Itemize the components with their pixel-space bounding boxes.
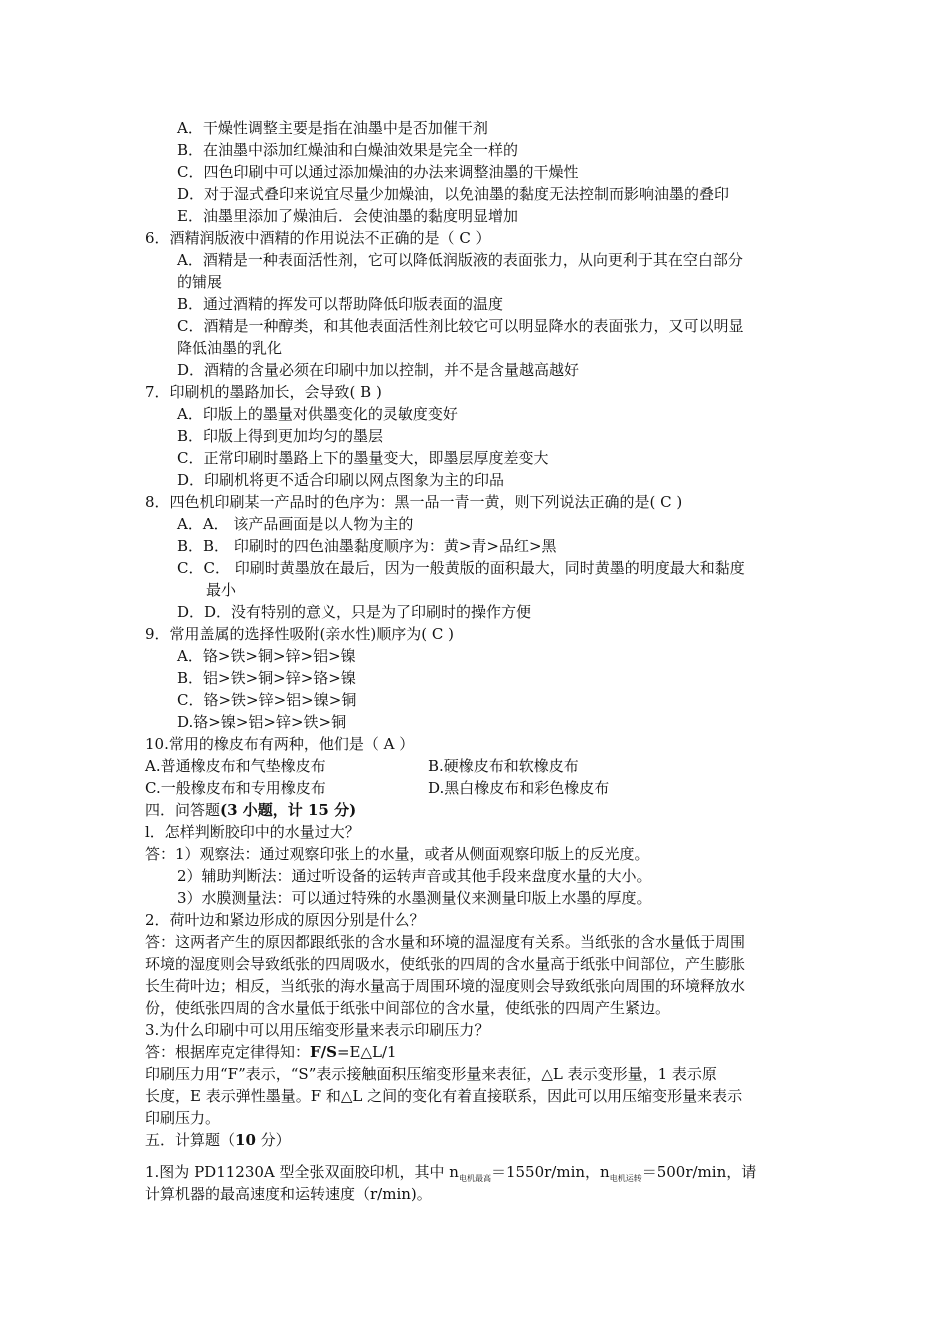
- qa3-formula-bold: F/S: [310, 1043, 337, 1061]
- qa3-question: 3.为什么印刷中可以用压缩变形量来表示印刷压力？: [145, 1021, 490, 1039]
- qa1-question: l．怎样判断胶印中的水量过大？: [145, 823, 360, 841]
- q7-option-c: C．正常印刷时墨路上下的墨量变大，即墨层厚度差变大: [177, 449, 549, 467]
- qa2-question: 2．荷叶边和紧边形成的原因分别是什么？: [145, 911, 425, 929]
- section5-heading-score: 10: [235, 1131, 256, 1149]
- qa1-answer-line3: 3）水膜测量法：可以通过特殊的水墨测量仪来测量印版上水墨的厚度。: [177, 889, 652, 907]
- q10-option-d: D.黑白橡皮布和彩色橡皮布: [428, 779, 610, 797]
- qa1-answer-line1: 答：1）观察法：通过观察印张上的水量，或者从侧面观察印版上的反光度。: [145, 845, 650, 863]
- q9-option-a: A．铬>铁>铜>锌>铝>镍: [177, 647, 356, 665]
- q6-option-a-line2: 的铺展: [177, 273, 223, 291]
- qa3-answer-line2: 长度，E 表示弹性墨量。F 和△L 之间的变化有着直接联系，因此可以用压缩变形量来表示: [145, 1087, 743, 1105]
- q7-option-b: B．印版上得到更加均匀的墨层: [177, 427, 384, 445]
- q6-option-b: B．通过酒精的挥发可以帮助降低印版表面的温度: [177, 295, 504, 313]
- qa3-answer-line3: 印刷压力。: [145, 1109, 221, 1127]
- q10-option-c: C.一般橡皮布和专用橡皮布: [145, 779, 326, 797]
- qa3-answer-prefix: 答：根据库克定律得知：: [145, 1043, 311, 1061]
- q8-option-c-line1: C．C． 印刷时黄墨放在最后，因为一般黄版的面积最大，同时黄墨的明度最大和黏度: [177, 559, 745, 577]
- q8-option-b: B．B． 印刷时的四色油墨黏度顺序为：黄>青>品红>黑: [177, 537, 557, 555]
- q9-stem: 9．常用盖属的选择性吸附(亲水性)顺序为( C ): [145, 625, 454, 643]
- calc1-subscript-max: 电机最高: [458, 1174, 491, 1183]
- calc1-part1: 1.图为 PD11230A 型全张双面胶印机，其中 n: [145, 1163, 459, 1181]
- calc1-subscript-run: 电机运转: [609, 1174, 642, 1183]
- q8-option-d: D．D．没有特别的意义，只是为了印刷时的操作方便: [177, 603, 532, 621]
- q6-option-d: D．酒精的含量必须在印刷中加以控制，并不是含量越高越好: [177, 361, 580, 379]
- qa2-answer-line1: 答：这两者产生的原因都跟纸张的含水量和环境的温湿度有关系。当纸张的含水量低于周围: [145, 933, 746, 951]
- q5-option-c: C．四色印刷中可以通过添加燥油的办法来调整油墨的干燥性: [177, 163, 579, 181]
- q7-stem: 7．印刷机的墨路加长，会导致( B ): [145, 383, 382, 401]
- qa1-answer-line2: 2）辅助判断法：通过听设备的运转声音或其他手段来盘度水量的大小。: [177, 867, 652, 885]
- section5-heading: [145, 1129, 291, 1151]
- qa3-answer-formula: [145, 1041, 397, 1063]
- section4-heading-prefix: 四．问答题: [145, 801, 221, 819]
- q9-option-c: C．铬>铁>锌>铝>镍>铜: [177, 691, 357, 709]
- calc1-part2: ＝1550r/min，n: [490, 1163, 610, 1181]
- section5-heading-suffix: 分）: [255, 1131, 291, 1149]
- q8-option-a: A．A． 该产品画面是以人物为主的: [177, 515, 414, 533]
- q9-option-b: B．铝>铁>铜>锌>铬>镍: [177, 669, 356, 687]
- q9-option-d: D.铬>镍>铝>锌>铁>铜: [177, 713, 347, 731]
- q5-option-d: D．对于湿式叠印来说宜尽量少加燥油，以免油墨的黏度无法控制而影响油墨的叠印: [177, 185, 730, 203]
- calc1-line2: 计算机器的最高速度和运转速度（r/min)。: [145, 1185, 432, 1203]
- q5-option-b: B．在油墨中添加红燥油和白燥油效果是完全一样的: [177, 141, 519, 159]
- qa2-answer-line3: 长生荷叶边；相反，当纸张的海水量高于周围环境的湿度则会导致纸张向周围的环境释放水: [145, 977, 746, 995]
- q7-option-a: A．印版上的墨量对供墨变化的灵敏度变好: [177, 405, 458, 423]
- qa2-answer-line4: 份，使纸张四周的含水量低于纸张中间部位的含水量，使纸张的四周产生紧边。: [145, 999, 671, 1017]
- q6-stem: 6．酒精润版液中酒精的作用说法不正确的是（ C ）: [145, 229, 491, 247]
- q6-option-c-line1: C．酒精是一种醇类，和其他表面活性剂比较它可以明显降水的表面张力，又可以明显: [177, 317, 744, 335]
- q6-option-a-line1: A．酒精是一种表面活性剂，它可以降低润版液的表面张力，从向更利于其在空白部分: [177, 251, 743, 269]
- q8-stem: 8．四色机印刷某一产品时的色序为：黑一品一青一黄，则下列说法正确的是( C ): [145, 493, 683, 511]
- section5-heading-prefix: 五．计算题（: [145, 1131, 236, 1149]
- q7-option-d: D．印刷机将更不适合印刷以网点图象为主的印品: [177, 471, 505, 489]
- calc1-part3: ＝500r/min，请: [641, 1163, 757, 1181]
- q5-option-a: A．干燥性调整主要是指在油墨中是否加催干剂: [177, 119, 488, 137]
- q8-option-c-line2: 最小: [206, 581, 237, 599]
- qa2-answer-line2: 环境的湿度则会导致纸张的四周吸水，使纸张的四周的含水量高于纸张中间部位，产生膨胀: [145, 955, 746, 973]
- section4-heading-score: (3 小题，计 15 分): [220, 801, 357, 819]
- q5-option-e: E．油墨里添加了燥油后．会使油墨的黏度明显增加: [177, 207, 518, 225]
- q10-option-a: A.普通橡皮布和气垫橡皮布: [145, 757, 326, 775]
- qa3-formula-rest: =E△L/1: [336, 1043, 397, 1061]
- section4-heading: [145, 799, 356, 821]
- q10-option-b: B.硬橡皮布和软橡皮布: [428, 757, 579, 775]
- q6-option-c-line2: 降低油墨的乳化: [177, 339, 283, 357]
- q10-stem: 10.常用的橡皮布有两种，他们是（ A ）: [145, 735, 415, 753]
- qa3-answer-line1: 印刷压力用“F”表示，“S”表示接触面积压缩变形量来表征，△L 表示变形量，1 表示原: [145, 1065, 717, 1083]
